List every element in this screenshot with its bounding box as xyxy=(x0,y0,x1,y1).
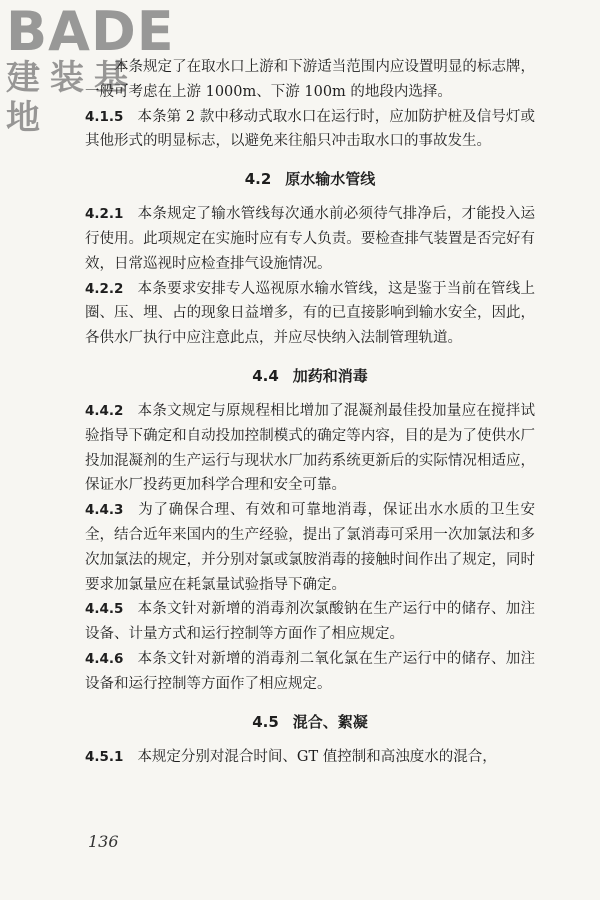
clause-number: 4.4.2 xyxy=(85,402,124,419)
logo-chinese-text: 建装基地 xyxy=(6,58,138,138)
section-heading-4-2 xyxy=(85,168,535,190)
paragraph-4-1-5 xyxy=(85,105,535,155)
section-heading-4-4 xyxy=(85,365,535,387)
paragraph-intro xyxy=(85,55,535,105)
paragraph-text: 本条要求安排专人巡视原水输水管线，这是鉴于当前在管线上圈、压、埋、占的现象日益增多，有的已直接影响到输水安全，因此，各供水厂执行中应注意此点，并应尽快纳入法制管理轨道。 xyxy=(85,280,535,347)
paragraph-4-4-6 xyxy=(85,647,535,697)
clause-number: 4.4.6 xyxy=(85,650,124,667)
section-number: 4.2 xyxy=(244,170,272,189)
paragraph-4-2-1 xyxy=(85,202,535,276)
paragraph-4-5-1 xyxy=(85,745,535,770)
logo-latin-text: BADE xyxy=(6,0,175,63)
paragraph-text: 为了确保合理、有效和可靠地消毒，保证出水水质的卫生安全，结合近年来国内的生产经验，提出了氯消毒可采用一次加氯法和多次加氯法的规定，并分别对氯或氯胺消毒的接触时间作出了规定，同时要求加氯量应在耗氯量试验指导下确定。 xyxy=(85,502,535,593)
paragraph-4-4-2 xyxy=(85,399,535,498)
paragraph-text: 本规定分别对混合时间、GT 值控制和高浊度水的混合， xyxy=(137,748,497,765)
clause-number: 4.2.1 xyxy=(85,206,124,223)
page-body xyxy=(85,55,535,769)
section-number: 4.4 xyxy=(252,366,279,385)
paragraph-text: 本条规定了输水管线每次通水前必须待气排净后，才能投入运行使用。此项规定在实施时应有专人负责。要检查排气装置是否完好有效，日常巡视时应检查排气设施情况。 xyxy=(85,206,535,272)
section-heading-4-5 xyxy=(85,711,535,733)
section-title: 混合、絮凝 xyxy=(292,712,368,731)
clause-number: 4.4.5 xyxy=(85,601,124,618)
paragraph-text: 本条文针对新增的消毒剂次氯酸钠在生产运行中的储存、加注设备、计量方式和运行控制等方面作了相应规定。 xyxy=(85,601,535,643)
clause-number: 4.2.2 xyxy=(85,280,124,297)
section-title: 加药和消毒 xyxy=(292,366,368,385)
clause-number: 4.5.1 xyxy=(85,748,124,765)
paragraph-text: 本条文规定与原规程相比增加了混凝剂最佳投加量应在搅拌试验指导下确定和自动投加控制模式的确定等内容，目的是为了使供水厂投加混凝剂的生产运行与现状水厂加药系统更新后的实际情况相适应，保证水厂投药更加科学合理和安全可靠。 xyxy=(85,402,535,494)
page-number: 136 xyxy=(88,832,119,851)
paragraph-4-4-3 xyxy=(85,498,535,597)
paragraph-4-4-5 xyxy=(85,597,535,647)
clause-number: 4.1.5 xyxy=(85,108,124,125)
section-title: 原水输水管线 xyxy=(285,170,376,189)
paragraph-4-2-2 xyxy=(85,277,535,351)
paragraph-text: 本条文针对新增的消毒剂二氧化氯在生产运行中的储存、加注设备和运行控制等方面作了相应规定。 xyxy=(85,650,535,692)
paragraph-text: 本条第 2 款中移动式取水口在运行时，应加防护桩及信号灯或其他形式的明显标志，以避免来往船只冲击取水口的事故发生。 xyxy=(85,108,535,150)
section-number: 4.5 xyxy=(252,712,279,731)
clause-number: 4.4.3 xyxy=(85,502,124,519)
paragraph-text: 本条规定了在取水口上游和下游适当范围内应设置明显的标志牌，一般可考虑在上游 1000m、下游 100m 的地段内选择。 xyxy=(85,59,535,100)
